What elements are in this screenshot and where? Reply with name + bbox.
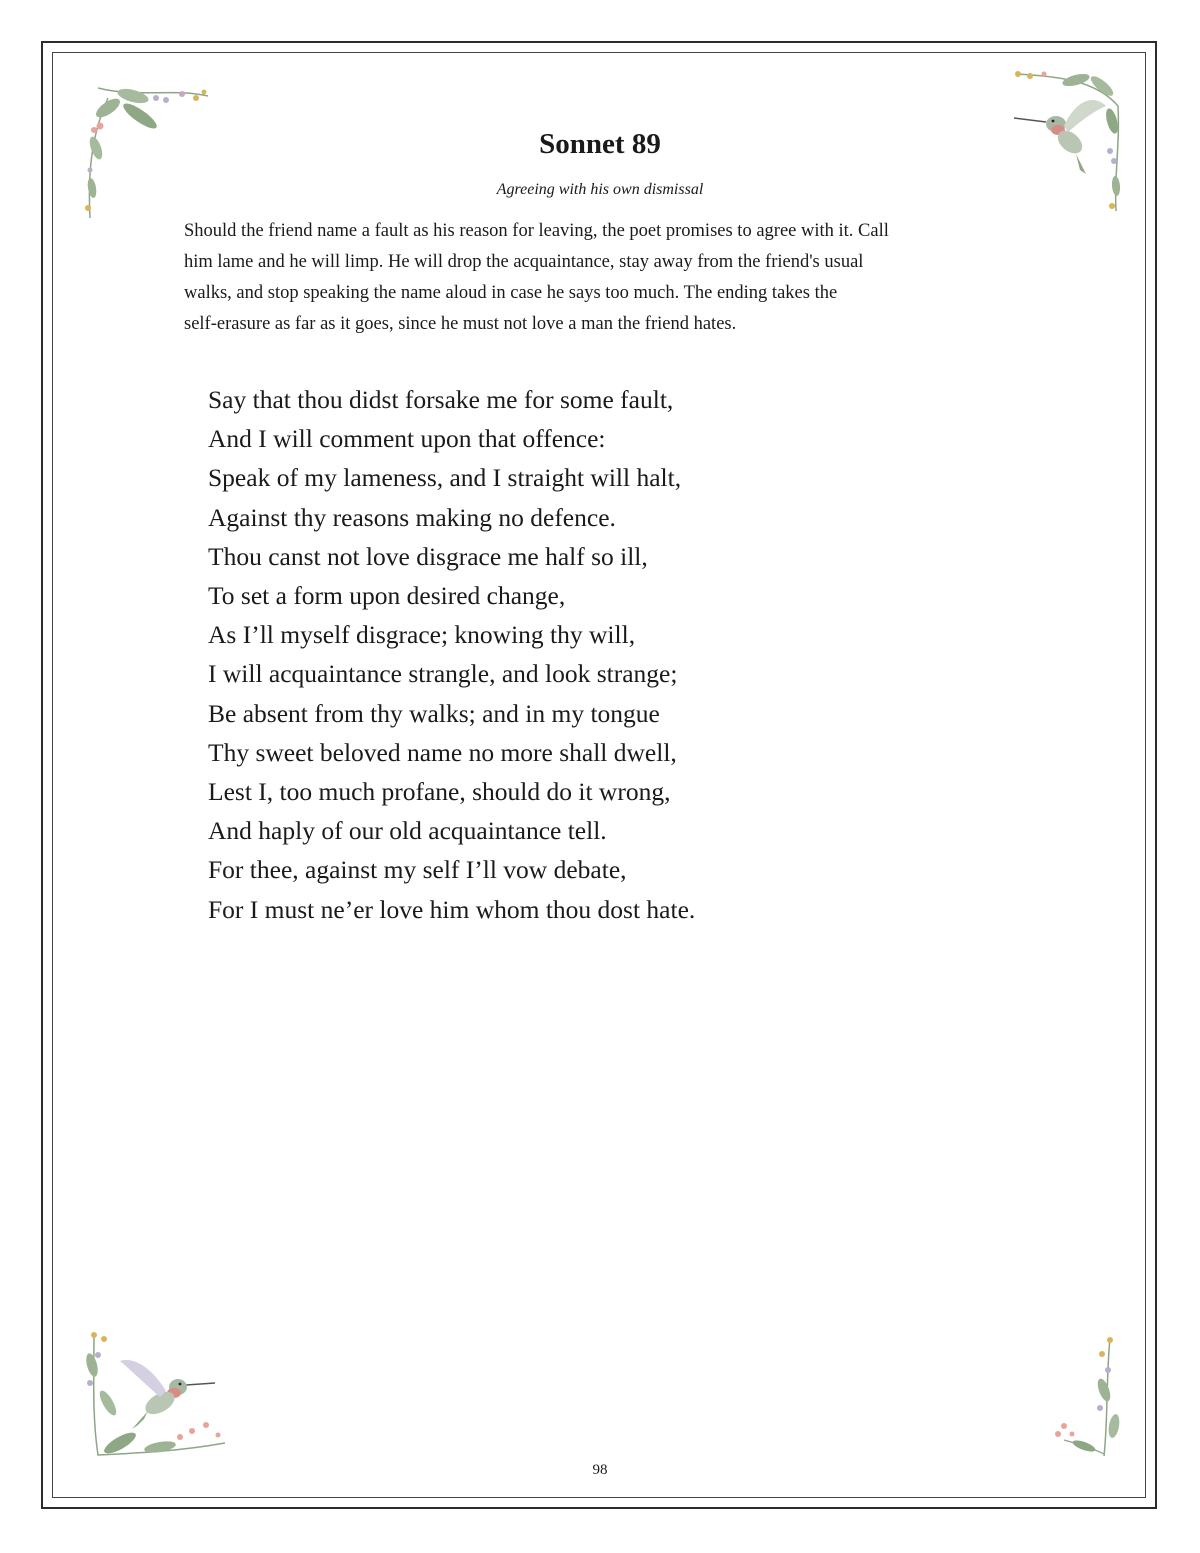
poem-line: For thee, against my self I’ll vow debate,	[208, 855, 627, 885]
summary-paragraph	[184, 216, 1034, 340]
poem-line: I will acquaintance strangle, and look strange;	[208, 659, 678, 689]
poem-line: Be absent from thy walks; and in my tongue	[208, 698, 660, 728]
summary-line: him lame and he will limp. He will drop the acquaintance, stay away from the friend's usual	[184, 252, 864, 272]
hummingbird-icon	[120, 1360, 215, 1429]
summary-line: Should the friend name a fault as his reason for leaving, the poet promises to agree with it. Call	[184, 221, 889, 241]
page-number: 98	[592, 1462, 608, 1478]
poem-line: Thou canst not love disgrace me half so ill,	[208, 541, 648, 571]
poem-line: To set a form upon desired change,	[208, 581, 566, 611]
poem-line: And I will comment upon that offence:	[208, 424, 606, 454]
poem-line: Lest I, too much profane, should do it wrong,	[208, 777, 671, 807]
sonnet-text	[208, 380, 695, 929]
poem-line: For I must ne’er love him whom thou dost hate.	[208, 894, 696, 924]
summary-line: walks, and stop speaking the name aloud in case he says too much. The ending takes the	[184, 283, 838, 303]
summary-line: self-erasure as far as it goes, since he must not love a man the friend hates.	[184, 314, 737, 334]
floral-corner-bottom-right	[1044, 1330, 1124, 1460]
page-title: Sonnet 89	[539, 128, 661, 160]
poem-line: Thy sweet beloved name no more shall dwell,	[208, 737, 677, 767]
page-subtitle: Agreeing with his own dismissal	[496, 181, 704, 198]
poem-line: As I’ll myself disgrace; knowing thy will,	[208, 620, 636, 650]
poem-line: Say that thou didst forsake me for some fault,	[208, 385, 674, 414]
poem-line: Speak of my lameness, and I straight will halt,	[208, 463, 682, 493]
floral-corner-bottom-left	[80, 1325, 230, 1460]
poem-line: And haply of our old acquaintance tell.	[208, 816, 607, 846]
poem-line: Against thy reasons making no defence.	[208, 502, 616, 532]
